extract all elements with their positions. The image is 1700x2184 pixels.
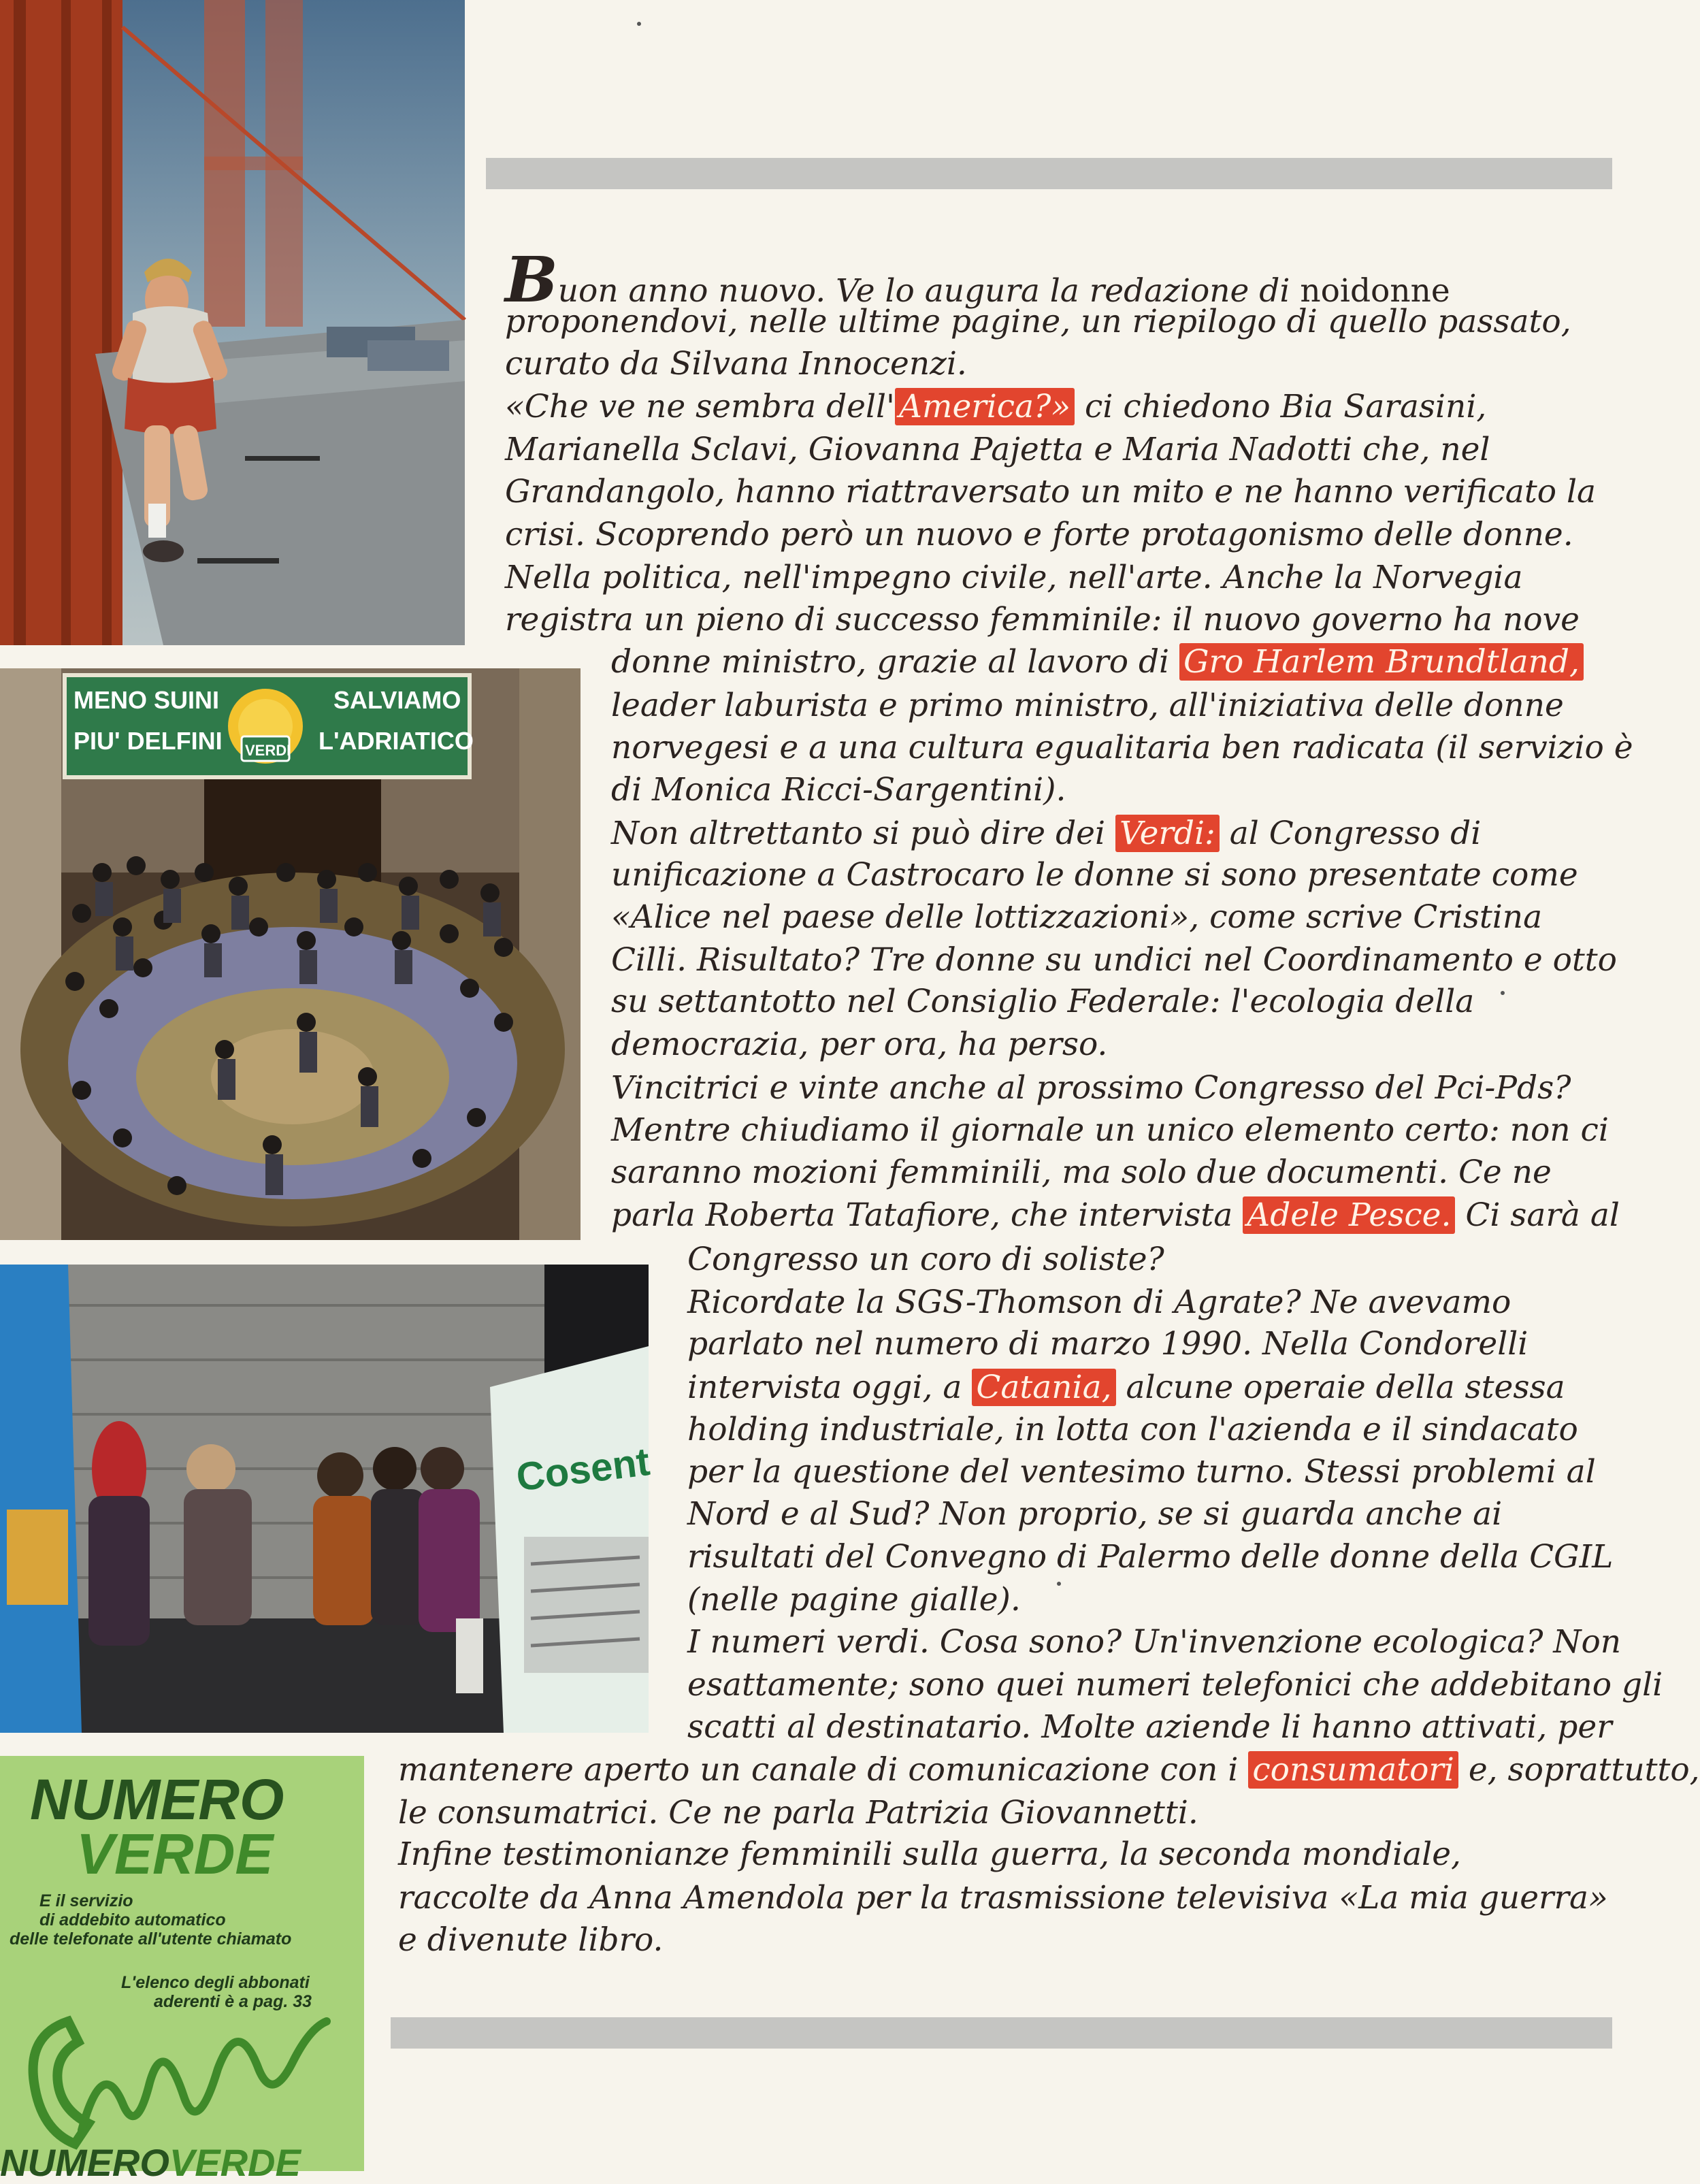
text-segment: Marianella Sclavi, Giovanna Pajetta e Maria Nadotti che, nel <box>505 431 1490 468</box>
magazine-name: noidonne <box>1300 272 1450 310</box>
article-line <box>505 558 1522 598</box>
banner-center-logo: VERDI <box>245 742 291 759</box>
text-segment: Nord e al Sud? Non proprio, se si guarda anche ai <box>687 1495 1503 1533</box>
article-line <box>611 686 1564 726</box>
text-segment: Ci sarà al <box>1455 1196 1620 1234</box>
article-line <box>687 1324 1528 1364</box>
bus-lettering: Cosent <box>514 1439 653 1500</box>
article-line <box>687 1623 1621 1662</box>
article-line <box>611 1069 1571 1108</box>
text-segment: «Che ve ne sembra dell' <box>505 388 895 425</box>
numero-verde-bottom-word-1: NUMERO <box>0 2141 169 2184</box>
text-segment: Congresso un coro di soliste? <box>687 1241 1164 1278</box>
text-segment: raccolte da Anna Amendola per la trasmissione televisiva «La mia guerra» <box>398 1879 1608 1917</box>
text-segment: parlato nel numero di marzo 1990. Nella Condorelli <box>687 1325 1529 1363</box>
text-segment: Vincitrici e vinte anche al prossimo Congresso del Pci-Pds? <box>611 1069 1571 1107</box>
text-segment: crisi. Scoprendo però un nuovo e forte protagonismo delle donne. <box>505 516 1573 553</box>
numero-verde-note-2: aderenti è a pag. 33 <box>154 1992 312 2011</box>
text-segment: leader laburista e primo ministro, all'iniziativa delle donne <box>611 687 1564 724</box>
numero-verde-note-1: L'elenco degli abbonati <box>121 1973 310 1992</box>
highlighted-keyword: Catania, <box>972 1369 1115 1406</box>
text-segment: proponendovi, nelle ultime pagine, un riepilogo di quello passato, <box>505 303 1571 340</box>
numero-verde-bottom-logo <box>0 2142 301 2183</box>
numero-verde-signature-logo <box>75 2028 354 2151</box>
text-segment: e, soprattutto, <box>1458 1751 1700 1789</box>
print-mark-right <box>1501 991 1505 995</box>
numero-verde-title-1: NUMERO <box>30 1767 284 1831</box>
article-line <box>687 1452 1596 1492</box>
text-segment: intervista oggi, a <box>687 1369 972 1406</box>
text-segment: Grandangolo, hanno riattraversato un mito e ne hanno verificato la <box>505 473 1597 510</box>
text-segment: mantenere aperto un canale di comunicazione con i <box>398 1751 1249 1789</box>
article-line <box>398 1878 1608 1918</box>
highlighted-keyword: America?» <box>895 388 1075 425</box>
text-segment: (nelle pagine gialle). <box>687 1581 1021 1618</box>
print-mark-middle <box>1057 1582 1061 1586</box>
highlighted-keyword: Verdi: <box>1115 815 1220 852</box>
text-segment: esattamente; sono quei numeri telefonici che addebitano gli <box>687 1666 1663 1704</box>
text-segment: registra un pieno di successo femminile: il nuovo governo ha nove <box>505 601 1580 638</box>
article-line <box>611 982 1474 1022</box>
numero-verde-title-2: VERDE <box>76 1822 274 1886</box>
article-line <box>611 728 1633 768</box>
banner-right-line-2: L'ADRIATICO <box>318 727 474 755</box>
article-line <box>611 1111 1609 1150</box>
article-line <box>611 941 1617 980</box>
text-segment: Cilli. Risultato? Tre donne su undici nel Coordinamento e otto <box>611 941 1617 979</box>
article-line <box>687 1240 1164 1280</box>
highlighted-keyword: Adele Pesce. <box>1243 1196 1455 1234</box>
article-line <box>687 1708 1612 1747</box>
text-segment: ci chiedono Bia Sarasini, <box>1075 388 1487 425</box>
text-segment: risultati del Convegno di Palermo delle donne della CGIL <box>687 1538 1614 1576</box>
article-line <box>687 1537 1613 1577</box>
text-segment: «Alice nel paese delle lottizzazioni», come scrive Cristina <box>611 898 1543 936</box>
text-segment: le consumatrici. Ce ne parla Patrizia Giovannetti. <box>398 1794 1198 1831</box>
text-segment: Non altrettanto si può dire dei <box>611 815 1115 852</box>
photo-buses-night <box>0 1265 653 1733</box>
text-segment: di Monica Ricci-Sargentini). <box>611 771 1066 809</box>
article-line <box>687 1495 1502 1534</box>
text-segment: su settantotto nel Consiglio Federale: l'ecologia della <box>611 983 1475 1020</box>
numero-verde-desc-2: di addebito automatico <box>39 1910 226 1929</box>
numero-verde-box <box>0 1756 364 2184</box>
article-line <box>398 1835 1461 1874</box>
article-line <box>611 855 1578 895</box>
article-line <box>505 600 1580 640</box>
banner-right-line-1: SALVIAMO <box>333 686 461 714</box>
article-line <box>611 1153 1552 1192</box>
text-segment: norvegesi e a una cultura egualitaria ben radicata (il servizio è <box>611 729 1633 766</box>
article-line <box>687 1368 1565 1407</box>
text-segment: parla Roberta Tatafiore, che intervista <box>611 1196 1243 1234</box>
article-line <box>398 1793 1198 1833</box>
article-line <box>505 515 1573 555</box>
text-segment: I numeri verdi. Cosa sono? Un'invenzione ecologica? Non <box>687 1623 1622 1661</box>
article-line <box>505 387 1486 427</box>
article-line <box>611 1025 1107 1064</box>
article-line <box>398 1750 1700 1790</box>
article-line <box>505 344 967 384</box>
highlighted-keyword: consumatori <box>1248 1751 1458 1789</box>
numero-verde-desc-3: delle telefonate all'utente chiamato <box>10 1929 292 1949</box>
numero-verde-desc-1: E il servizio <box>39 1891 133 1910</box>
article-line <box>687 1283 1511 1322</box>
text-segment: democrazia, per ora, ha perso. <box>611 1026 1108 1063</box>
article-line <box>505 302 1571 342</box>
text-segment: curato da Silvana Innocenzi. <box>505 345 967 382</box>
print-mark-top <box>637 22 641 26</box>
banner-left-line-2: PIU' DELFINI <box>73 727 223 755</box>
article-line <box>687 1580 1021 1620</box>
text-segment: e divenute libro. <box>398 1921 664 1959</box>
article-line <box>611 642 1584 682</box>
numero-verde-bottom-word-2: VERDE <box>169 2141 301 2184</box>
article-line <box>687 1410 1578 1450</box>
article-line <box>505 472 1596 512</box>
text-segment: unificazione a Castrocaro le donne si sono presentate come <box>611 856 1578 894</box>
article-line <box>505 430 1490 470</box>
text-segment: Infine testimonianze femminili sulla guerra, la seconda mondiale, <box>398 1836 1461 1873</box>
text-segment: scatti al destinatario. Molte aziende li hanno attivati, per <box>687 1708 1612 1746</box>
text-segment: donne ministro, grazie al lavoro di <box>611 643 1180 681</box>
photo-verdi-congress <box>0 668 581 1240</box>
top-grey-bar <box>486 158 1612 189</box>
article-line <box>611 1196 1620 1235</box>
banner-left-line-1: MENO SUINI <box>73 686 220 714</box>
text-segment: alcune operaie della stessa <box>1115 1369 1565 1406</box>
text-segment: uon anno nuovo. Ve lo augura la redazione di <box>557 272 1301 310</box>
article-line <box>611 898 1542 937</box>
article-line <box>687 1665 1663 1705</box>
text-segment: Mentre chiudiamo il giornale un unico elemento certo: non ci <box>611 1111 1609 1149</box>
article-line <box>398 1921 663 1960</box>
text-segment: holding industriale, in lotta con l'azienda e il sindacato <box>687 1411 1578 1448</box>
text-segment: al Congresso di <box>1219 815 1482 852</box>
article-line <box>611 770 1066 810</box>
highlighted-keyword: Gro Harlem Brundtland, <box>1179 643 1584 681</box>
article-line <box>611 814 1481 853</box>
drop-cap: B <box>505 243 558 316</box>
photo-runner-bridge <box>0 0 465 645</box>
text-segment: saranno mozioni femminili, ma solo due documenti. Ce ne <box>611 1154 1552 1191</box>
bottom-grey-bar <box>391 2017 1612 2049</box>
text-segment: per la questione del ventesimo turno. Stessi problemi al <box>687 1453 1596 1490</box>
text-segment: Ricordate la SGS-Thomson di Agrate? Ne avevamo <box>687 1284 1511 1321</box>
text-segment: Nella politica, nell'impegno civile, nell'arte. Anche la Norvegia <box>505 559 1523 596</box>
